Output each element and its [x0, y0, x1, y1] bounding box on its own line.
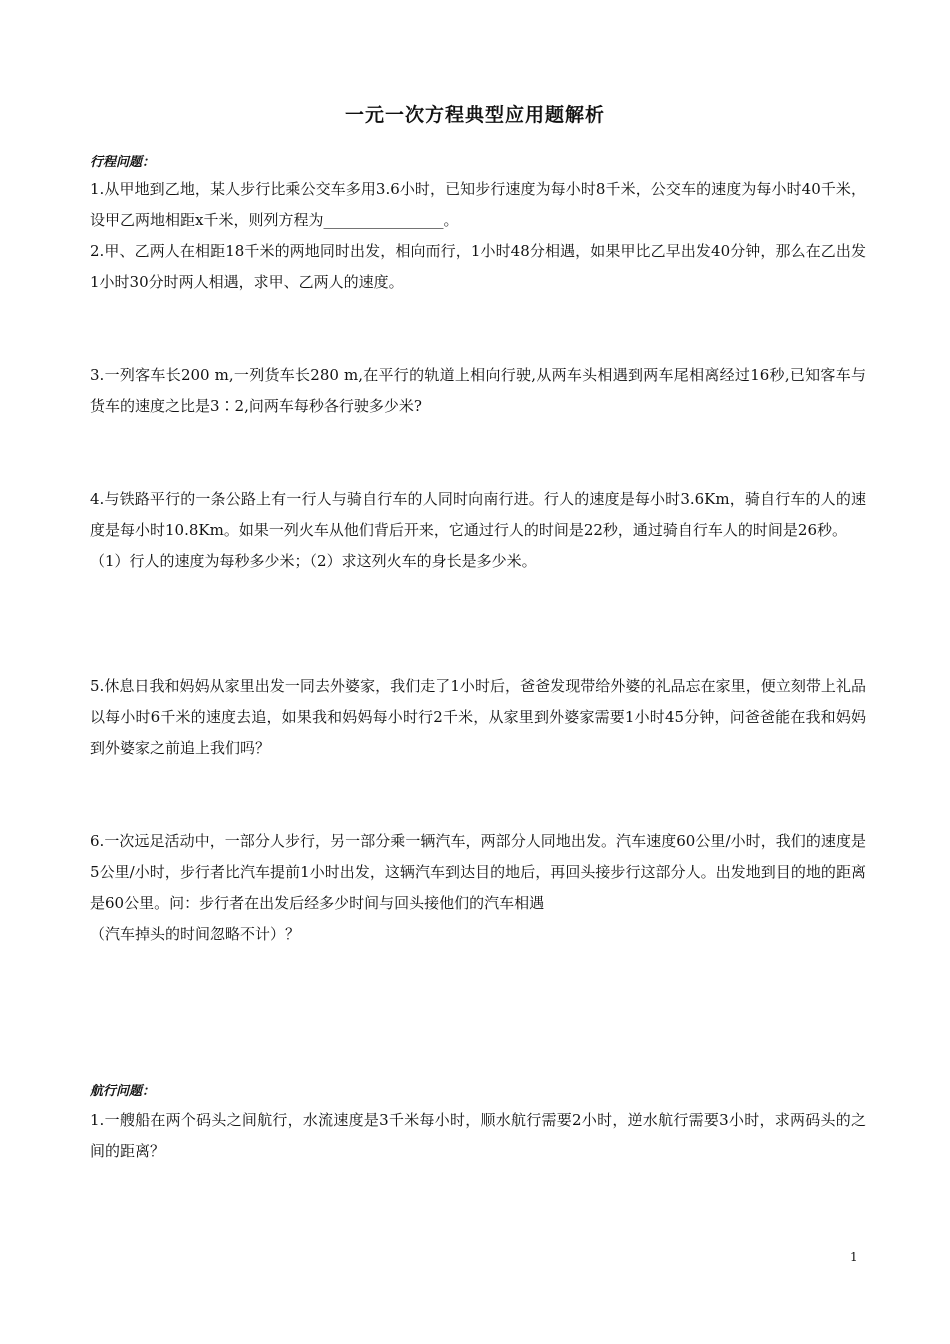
problem-text: 2.甲、乙两人在相距18千米的两地同时出发，相向而行，1小时48分相遇，如果甲比乙早出发40分钟，那么在乙出发1小时30分时两人相遇，求甲、乙两人的速度。 [90, 242, 866, 291]
problem-text: 5.休息日我和妈妈从家里出发一同去外婆家，我们走了1小时后，爸爸发现带给外婆的礼品忘在家里，便立刻带上礼品以每小时6千米的速度去追，如果我和妈妈每小时行2千米，从家里到外婆家需要1小时45分钟，问爸爸能在我和妈妈到外婆家之前追上我们吗？ [90, 677, 866, 757]
problem-travel-1 [90, 174, 866, 236]
section-heading-travel: 行程问题： [90, 155, 156, 170]
problem-travel-6 [90, 826, 866, 950]
section-heading-navigation: 航行问题： [90, 1084, 156, 1099]
page-title: 一元一次方程典型应用题解析 [344, 104, 605, 126]
problem-travel-3 [90, 360, 866, 422]
problem-subquestions: （1）行人的速度为每秒多少米；（2）求这列火车的身长是多少米。 [90, 552, 537, 570]
problem-travel-4 [90, 484, 866, 577]
problem-text: 1.从甲地到乙地，某人步行比乘公交车多用3.6小时，已知步行速度为每小时8千米，公交车的速度为每小时40千米，设甲乙两地相距x千米，则列方程为________________。 [90, 180, 866, 229]
problem-navigation-1 [90, 1105, 866, 1167]
problem-text: 6.一次远足活动中，一部分人步行，另一部分乘一辆汽车，两部分人同地出发。汽车速度60公里/小时，我们的速度是5公里/小时，步行者比汽车提前1小时出发，这辆汽车到达目的地后，再回头接步行这部分人。出发地到目的地的距离是60公里。问：步行者在出发后经多少时间与回头接他们的汽车相遇 [90, 832, 866, 912]
problem-travel-5 [90, 671, 866, 764]
page-number: 1 [850, 1250, 858, 1264]
problem-note: （汽车掉头的时间忽略不计）？ [90, 925, 301, 943]
problem-text: 3.一列客车长200 m,一列货车长280 m,在平行的轨道上相向行驶,从两车头相遇到两车尾相离经过16秒,已知客车与货车的速度之比是3∶2,问两车每秒各行驶多少米? [90, 366, 866, 415]
problem-text: 4.与铁路平行的一条公路上有一行人与骑自行车的人同时向南行进。行人的速度是每小时3.6Km，骑自行车的人的速度是每小时10.8Km。如果一列火车从他们背后开来，它通过行人的时间是22秒，通过骑自行车人的时间是26秒。 [90, 490, 866, 539]
problem-travel-2 [90, 236, 866, 298]
problem-text: 1.一艘船在两个码头之间航行，水流速度是3千米每小时，顺水航行需要2小时，逆水航行需要3小时，求两码头的之间的距离？ [90, 1111, 866, 1160]
